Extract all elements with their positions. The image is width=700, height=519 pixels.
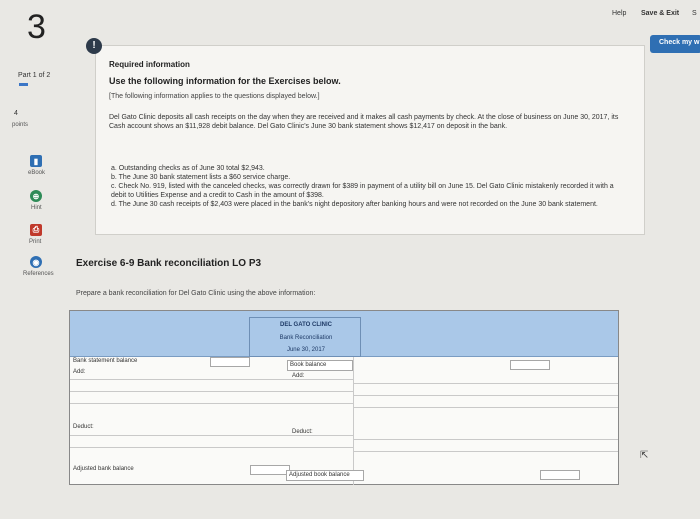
add-right-label: Add: <box>292 373 305 379</box>
exercise-title: Exercise 6-9 Bank reconciliation LO P3 <box>76 258 262 269</box>
part-progress <box>19 83 28 86</box>
sidebar-item-print[interactable]: Print <box>29 239 42 245</box>
row-line <box>354 383 618 384</box>
check-my-work-button[interactable]: Check my w <box>650 35 700 53</box>
row-line <box>70 403 353 404</box>
company-name: DEL GATO CLINIC <box>279 322 332 328</box>
save-exit-button[interactable]: Save & Exit <box>641 10 680 17</box>
adjusted-book-label: Adjusted book balance <box>289 472 350 478</box>
add-left-label: Add: <box>73 369 86 375</box>
row-line <box>70 435 353 436</box>
company-heading-box <box>249 317 361 357</box>
book-balance-label-cell <box>287 360 353 371</box>
deduct-right-label: Deduct: <box>292 429 313 435</box>
row-line <box>354 451 618 452</box>
row-line <box>70 379 353 380</box>
required-info-heading: Required information <box>109 60 190 69</box>
use-info-heading: Use the following information for the Exercises below. <box>109 76 341 86</box>
adjusted-bank-label: Adjusted bank balance <box>73 466 134 472</box>
applies-note: [The following information applies to the questions displayed below.] <box>109 93 320 100</box>
bank-balance-input[interactable] <box>210 357 250 367</box>
adjusted-book-input[interactable] <box>540 470 580 480</box>
book-balance-input[interactable] <box>510 360 550 370</box>
info-list-item: c. Check No. 919, listed with the canceled checks, was correctly drawn for $389 in payment of a utility bill on June 15. Del Gato Clinic mistakenly recorded it with a debit to Utilities Expense and a credit to Cash in the amount of $398. <box>111 183 614 199</box>
row-line <box>354 395 618 396</box>
book-icon[interactable]: ▮ <box>30 155 42 167</box>
deduct-left-label: Deduct: <box>73 424 94 430</box>
info-list <box>111 164 621 209</box>
statement-date: June 30, 2017 <box>286 347 326 353</box>
part-label: Part 1 of 2 <box>18 72 51 79</box>
question-number: 3 <box>27 8 46 46</box>
alert-icon: ! <box>86 38 102 54</box>
row-line <box>354 407 618 408</box>
adjusted-bank-input[interactable] <box>250 465 290 475</box>
points-label: points <box>12 122 29 128</box>
mouse-cursor-icon: ⇱ <box>640 450 649 461</box>
submit-button[interactable]: S <box>692 10 697 17</box>
sidebar-item-ebook[interactable]: eBook <box>28 170 46 176</box>
column-divider <box>353 357 354 485</box>
info-paragraph: Del Gato Clinic deposits all cash receipts on the day when they are received and it makes all cash payments by check. At the close of business on June 30, 2017, its Cash account shows an $11,928 debit balance. Del Gato Clinic's June 30 bank statement shows $12,417 on deposit in the bank. <box>109 114 619 130</box>
statement-title: Bank Reconciliation <box>279 335 333 341</box>
row-line <box>70 447 353 448</box>
info-list-item: b. The June 30 bank statement lists a $60 service charge. <box>111 174 291 181</box>
top-bar <box>0 0 700 20</box>
reconciliation-worksheet <box>69 310 619 485</box>
adjusted-book-label-cell <box>286 470 364 481</box>
info-list-item: a. Outstanding checks as of June 30 total $2,943. <box>111 165 265 172</box>
worksheet-header <box>70 311 618 357</box>
row-line <box>354 439 618 440</box>
sidebar-item-references[interactable]: References <box>23 271 54 277</box>
bank-balance-label: Bank statement balance <box>73 358 138 364</box>
help-link[interactable]: Help <box>612 10 627 17</box>
points-value: 4 <box>14 110 18 117</box>
hint-icon[interactable]: ⊕ <box>30 190 42 202</box>
sidebar-item-hint[interactable]: Hint <box>31 205 42 211</box>
print-icon[interactable]: ⎙ <box>30 224 42 236</box>
info-list-item: d. The June 30 cash receipts of $2,403 were placed in the bank's night depository after banking hours and were not recorded on the June 30 bank statement. <box>111 201 598 208</box>
references-icon[interactable]: ◉ <box>30 256 42 268</box>
exercise-prompt: Prepare a bank reconciliation for Del Gato Clinic using the above information: <box>76 290 316 297</box>
book-balance-label: Book balance <box>290 362 327 368</box>
row-line <box>70 391 353 392</box>
